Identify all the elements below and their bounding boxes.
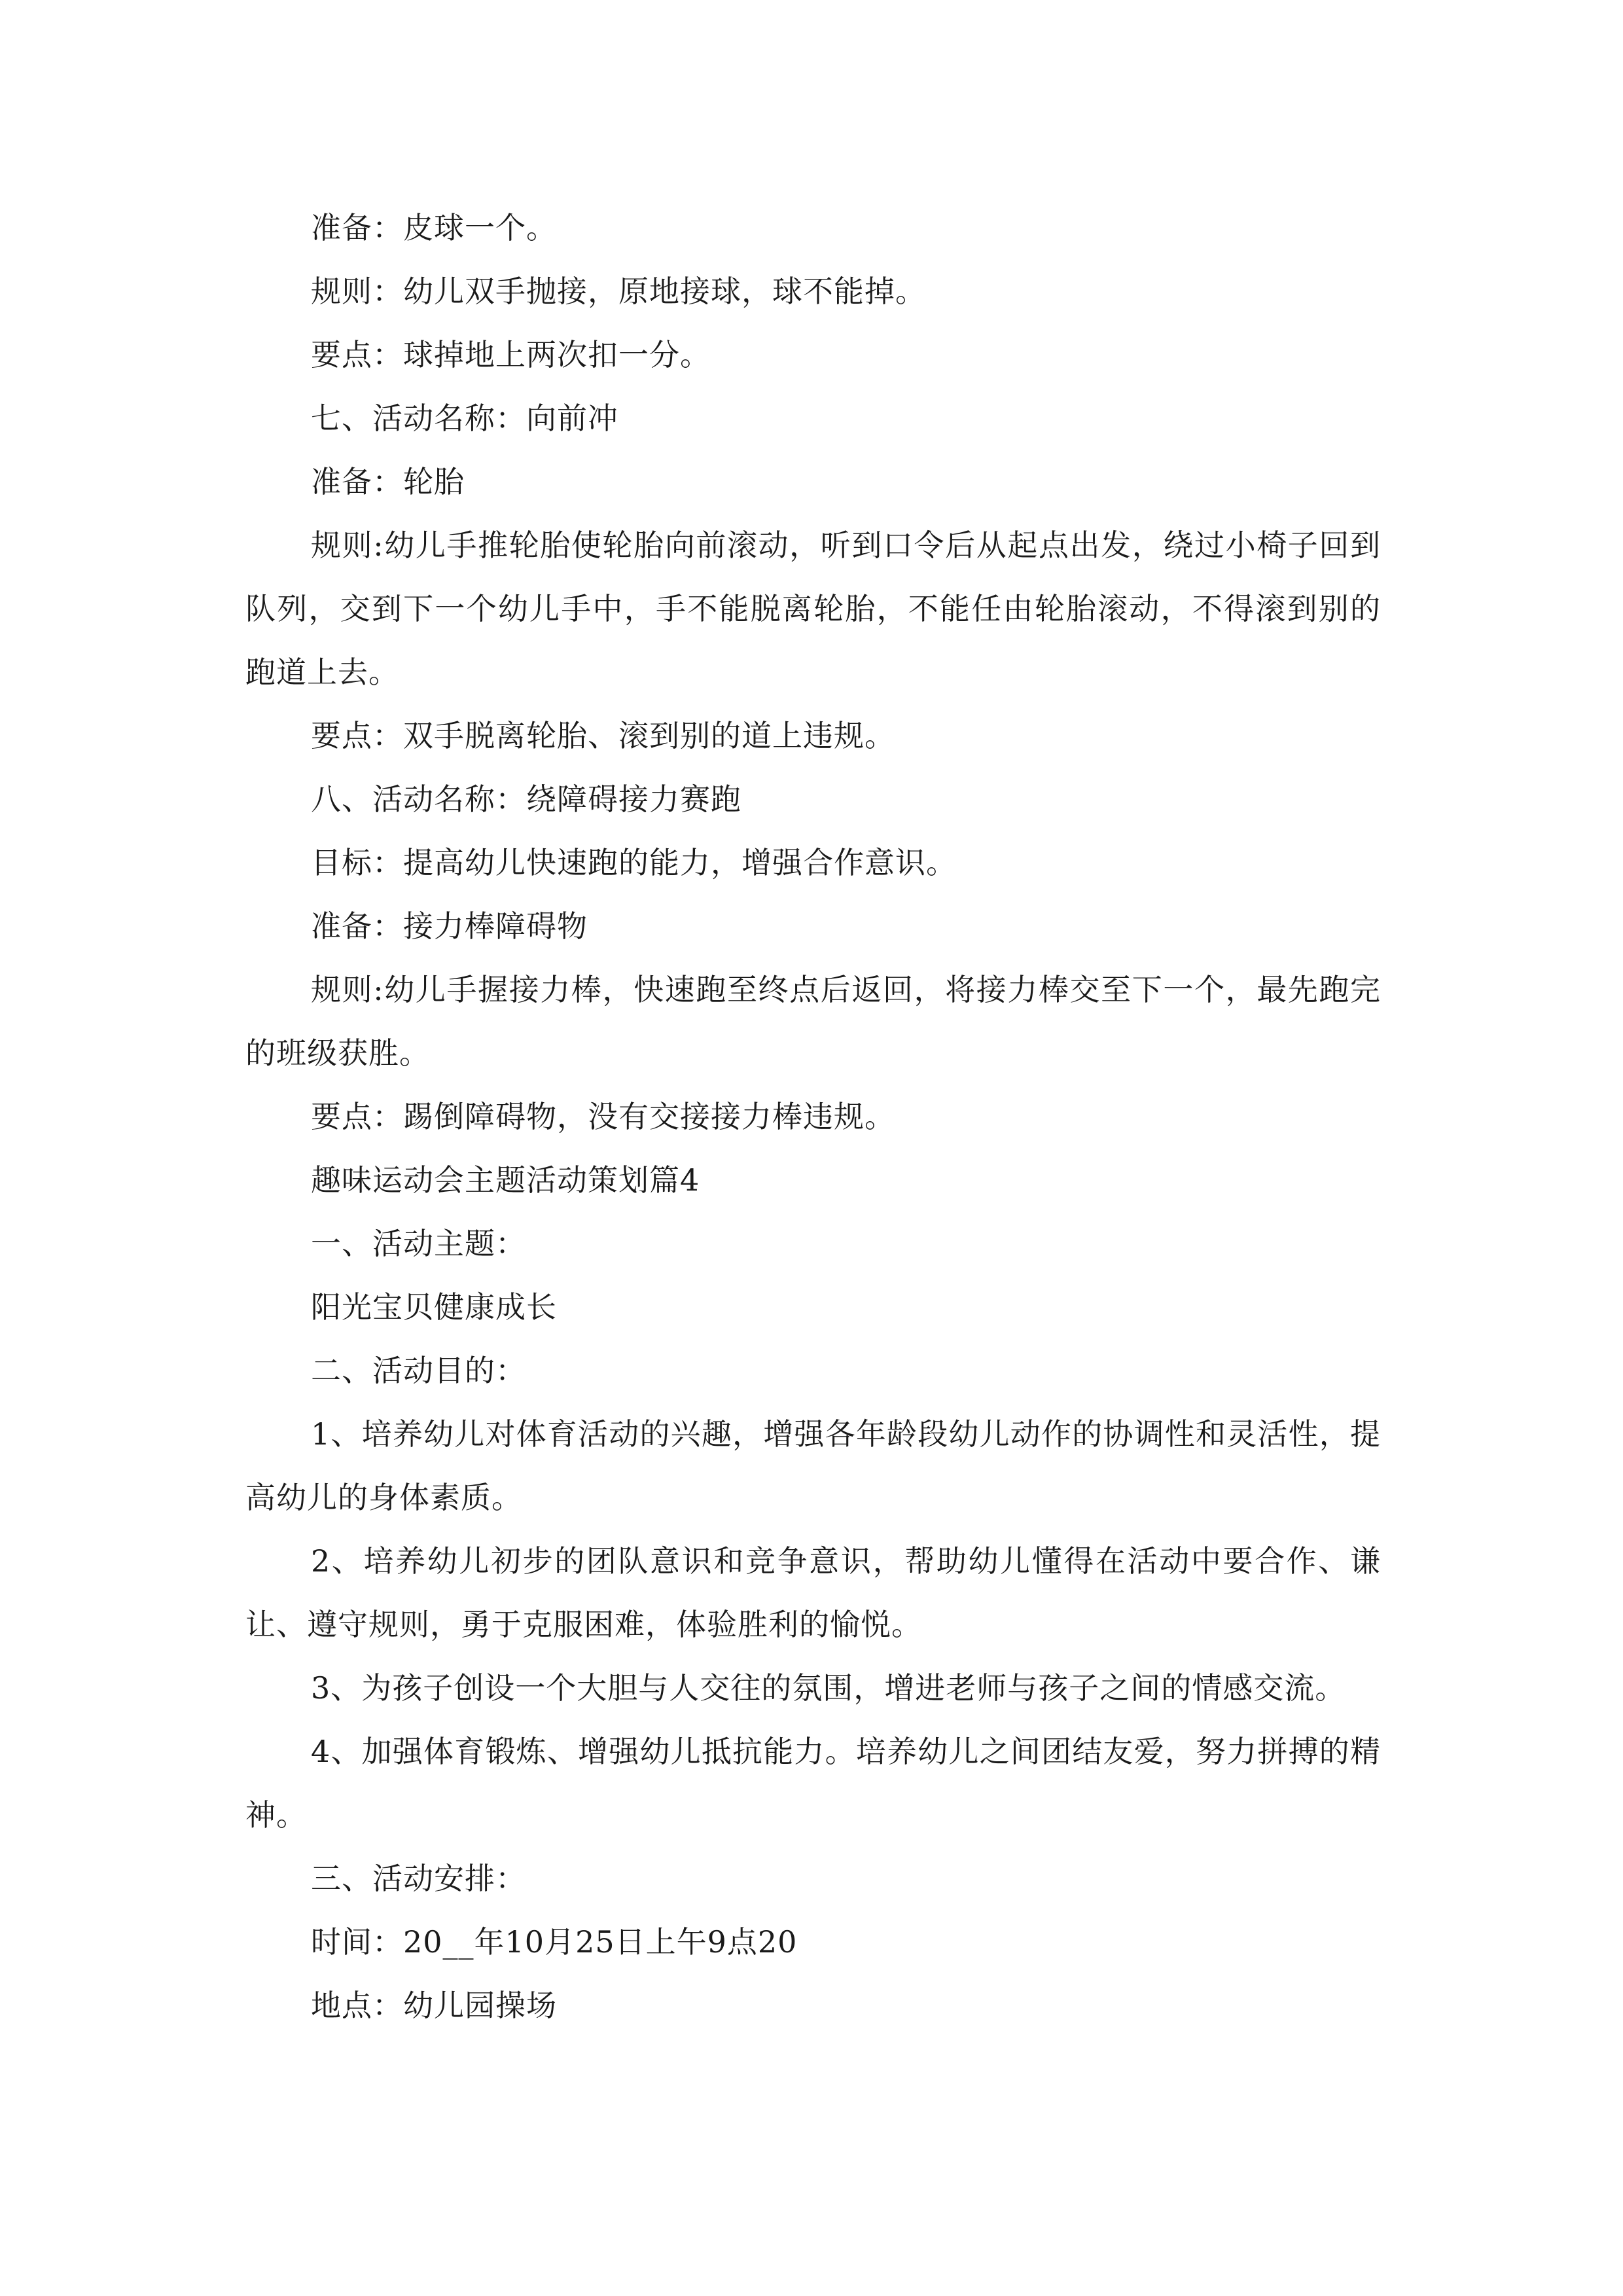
paragraph-rule-tire: 规则:幼儿手推轮胎使轮胎向前滚动，听到口令后从起点出发，绕过小椅子回到队列，交到下一个幼儿手中，手不能脱离轮胎，不能任由轮胎滚动，不得滚到别的跑道上去。 <box>245 528 1381 690</box>
paragraph-purpose-4: 4、加强体育锻炼、增强幼儿抵抗能力。培养幼儿之间团结友爱，努力拼搏的精神。 <box>245 1734 1381 1833</box>
heading-activity-7: 七、活动名称：向前冲 <box>311 401 618 436</box>
paragraph-rule-relay: 规则:幼儿手握接力棒，快速跑至终点后返回，将接力棒交至下一个，最先跑完的班级获胜。 <box>245 972 1381 1071</box>
paragraph-time: 时间：20__年10月25日上午9点20 <box>311 1924 798 1960</box>
heading-activity-8: 八、活动名称：绕障碍接力赛跑 <box>311 781 741 817</box>
paragraph-point-tire: 要点：双手脱离轮胎、滚到别的道上违规。 <box>311 718 895 753</box>
paragraph-prep-ball: 准备：皮球一个。 <box>311 210 557 245</box>
document-body <box>245 196 1381 2037</box>
paragraph-rule-ball: 规则：幼儿双手抛接，原地接球，球不能掉。 <box>311 274 926 309</box>
paragraph-point-relay: 要点：踢倒障碍物，没有交接接力棒违规。 <box>311 1099 895 1134</box>
paragraph-prep-relay: 准备：接力棒障碍物 <box>311 908 588 944</box>
paragraph-prep-tire: 准备：轮胎 <box>311 464 465 499</box>
heading-schedule: 三、活动安排： <box>311 1861 526 1896</box>
paragraph-point-ball: 要点：球掉地上两次扣一分。 <box>311 337 711 372</box>
paragraph-goal-relay: 目标：提高幼儿快速跑的能力，增强合作意识。 <box>311 845 957 880</box>
paragraph-location: 地点：幼儿园操场 <box>311 1988 557 2023</box>
heading-theme: 一、活动主题： <box>311 1226 526 1261</box>
paragraph-purpose-1: 1、培养幼儿对体育活动的兴趣，增强各年龄段幼儿动作的协调性和灵活性，提高幼儿的身体素质。 <box>245 1416 1381 1515</box>
heading-purpose: 二、活动目的： <box>311 1353 526 1388</box>
section-title-part4: 趣味运动会主题活动策划篇4 <box>311 1162 700 1198</box>
paragraph-purpose-3: 3、为孩子创设一个大胆与人交往的氛围，增进老师与孩子之间的情感交流。 <box>311 1670 1346 1706</box>
paragraph-theme: 阳光宝贝健康成长 <box>311 1289 557 1325</box>
paragraph-purpose-2: 2、培养幼儿初步的团队意识和竞争意识，帮助幼儿懂得在活动中要合作、谦让、遵守规则，勇于克服困难，体验胜利的愉悦。 <box>245 1543 1381 1642</box>
